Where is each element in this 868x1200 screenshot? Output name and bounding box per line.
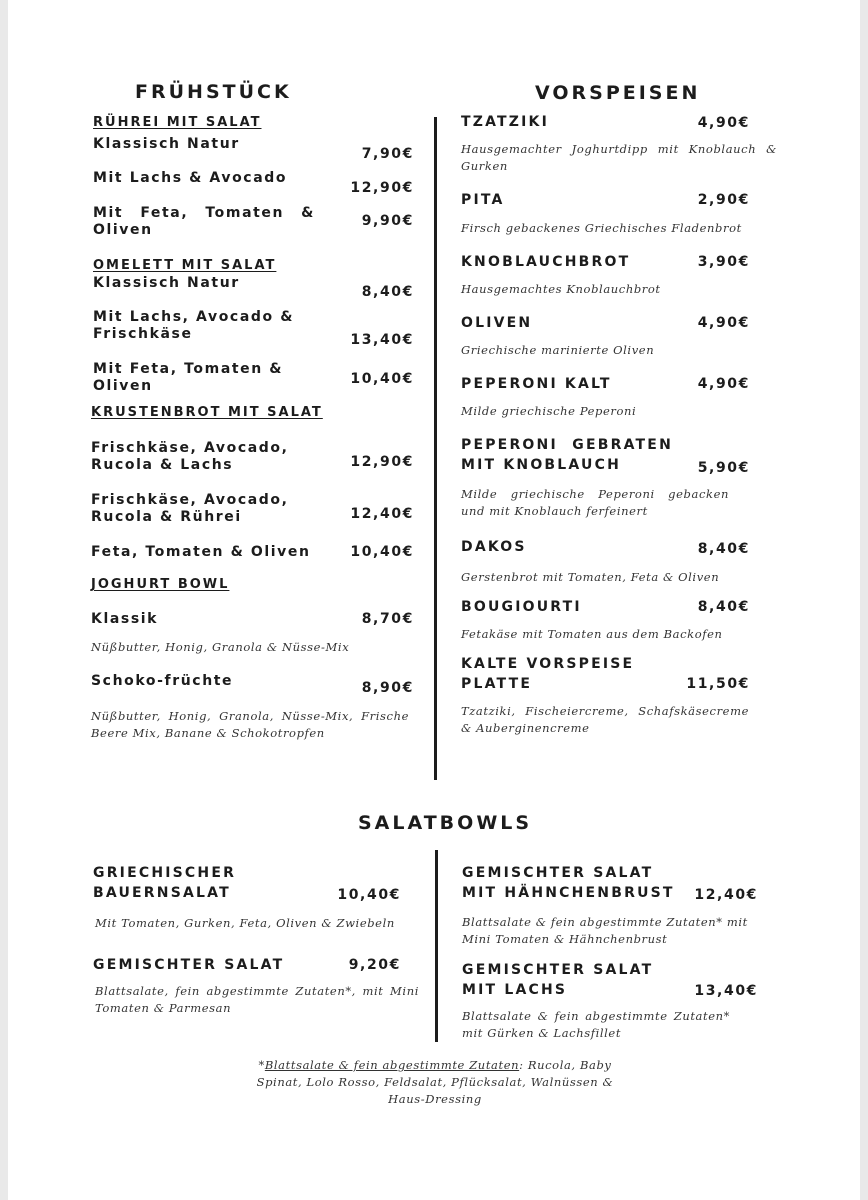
menu-item-description: Blattsalate & fein abgestimmte Zutaten* mit Mini Tomaten & Hähnchenbrust: [462, 915, 748, 946]
section-title-vorspeisen: VORSPEISEN: [535, 82, 701, 104]
menu-item-price: 12,40€: [350, 506, 414, 522]
menu-item-description: Nüßbutter, Honig, Granola, Nüsse-Mix, Frische Beere Mix, Banane & Schokotropfen: [91, 709, 409, 740]
menu-item-name: GEMISCHTER SALAT MIT HÄHNCHENBRUST: [462, 865, 675, 901]
menu-item-name: DAKOS: [461, 539, 527, 555]
footnote-text: : Rucola, Baby Spinat, Lolo Rosso, Feldsalat, Pflücksalat, Walnüssen & Haus-Dressing: [256, 1058, 614, 1106]
menu-item-name: Schoko-früchte: [91, 673, 234, 689]
footnote: [245, 1057, 625, 1108]
menu-item-price: 11,50€: [686, 676, 750, 692]
menu-item-price: 9,20€: [348, 957, 401, 973]
menu-item-description: Nüßbutter, Honig, Granola & Nüsse-Mix: [91, 640, 350, 654]
menu-item-description: Gerstenbrot mit Tomaten, Feta & Oliven: [461, 570, 720, 584]
menu-item-name: Mit Lachs, Avocado & Frischkäse: [93, 309, 295, 342]
menu-item-description: Fetakäse mit Tomaten aus dem Backofen: [461, 627, 723, 641]
menu-item-price: 2,90€: [697, 192, 750, 208]
menu-item-name: Feta, Tomaten & Oliven: [91, 544, 311, 560]
menu-item-name: Frischkäse, Avocado, Rucola & Rührei: [91, 492, 289, 525]
menu-item-price: 13,40€: [694, 983, 758, 999]
menu-item-name: Mit Feta, Tomaten & Oliven: [93, 205, 315, 238]
menu-item-description: Griechische marinierte Oliven: [461, 343, 655, 357]
menu-item-name: GRIECHISCHER BAUERNSALAT: [93, 865, 237, 901]
menu-item-description: Blattsalate, fein abgestimmte Zutaten*, mit Mini Tomaten & Parmesan: [95, 984, 419, 1015]
menu-page: [8, 0, 860, 1200]
footnote-star: *: [258, 1058, 265, 1072]
menu-item-price: 10,40€: [350, 544, 414, 560]
menu-item-name: Mit Feta, Tomaten & Oliven: [93, 361, 284, 394]
menu-item-name: GEMISCHTER SALAT MIT LACHS: [462, 962, 654, 998]
menu-item-name: OLIVEN: [461, 315, 533, 331]
menu-item-price: 8,70€: [361, 611, 414, 627]
menu-item-price: 7,90€: [361, 146, 414, 162]
column-divider: [435, 850, 438, 1042]
menu-item-price: 4,90€: [697, 376, 750, 392]
subheading-ruehrei: RÜHREI MIT SALAT: [93, 115, 262, 130]
section-title-fruehstueck: FRÜHSTÜCK: [135, 81, 292, 103]
menu-item-name: Klassisch Natur: [93, 136, 240, 152]
menu-item-name: Frischkäse, Avocado, Rucola & Lachs: [91, 440, 289, 473]
menu-item-price: 8,40€: [697, 599, 750, 615]
menu-item-name: GEMISCHTER SALAT: [93, 957, 285, 973]
menu-item-price: 8,40€: [361, 284, 414, 300]
menu-item-price: 10,40€: [350, 371, 414, 387]
menu-item-description: Blattsalate & fein abgestimmte Zutaten* mit Gürken & Lachsfillet: [462, 1009, 730, 1040]
menu-item-name: KALTE VORSPEISE PLATTE: [461, 656, 635, 692]
menu-item-price: 8,40€: [697, 541, 750, 557]
column-divider: [434, 117, 437, 780]
menu-item-price: 12,90€: [350, 454, 414, 470]
menu-item-name: KNOBLAUCHBROT: [461, 254, 631, 270]
section-title-salatbowls: SALATBOWLS: [358, 812, 533, 834]
menu-item-description: Tzatziki, Fischeiercreme, Schafskäsecreme & Auberginencreme: [461, 704, 749, 735]
menu-item-name: PEPERONI KALT: [461, 376, 612, 392]
menu-item-name: TZATZIKI: [461, 114, 550, 130]
subheading-krustenbrot: KRUSTENBROT MIT SALAT: [91, 405, 323, 420]
menu-item-price: 12,40€: [694, 887, 758, 903]
menu-item-name: PEPERONI GEBRATEN MIT KNOBLAUCH: [461, 437, 673, 473]
menu-item-price: 9,90€: [361, 213, 414, 229]
menu-item-description: Mit Tomaten, Gurken, Feta, Oliven & Zwiebeln: [95, 916, 395, 930]
menu-item-name: Klassisch Natur: [93, 275, 240, 291]
menu-item-name: BOUGIOURTI: [461, 599, 582, 615]
menu-item-price: 3,90€: [697, 254, 750, 270]
menu-item-name: Klassik: [91, 611, 159, 627]
menu-item-description: Hausgemachter Joghurtdipp mit Knoblauch & Gurken: [461, 142, 777, 173]
menu-item-price: 5,90€: [697, 460, 750, 476]
footnote-link-text: Blattsalate & fein abgestimmte Zutaten: [264, 1058, 520, 1072]
menu-item-description: Milde griechische Peperoni gebacken und mit Knoblauch ferfeinert: [461, 487, 729, 518]
menu-item-name: Mit Lachs & Avocado: [93, 170, 288, 186]
menu-item-description: Hausgemachtes Knoblauchbrot: [461, 282, 661, 296]
menu-item-price: 10,40€: [337, 887, 401, 903]
menu-item-price: 8,90€: [361, 680, 414, 696]
subheading-joghurt-bowl: JOGHURT BOWL: [91, 577, 230, 592]
menu-item-price: 4,90€: [697, 115, 750, 131]
menu-item-description: Milde griechische Peperoni: [461, 404, 637, 418]
menu-item-name: PITA: [461, 192, 505, 208]
menu-item-price: 12,90€: [350, 180, 414, 196]
menu-item-price: 4,90€: [697, 315, 750, 331]
subheading-omelett: OMELETT MIT SALAT: [93, 258, 277, 273]
menu-item-price: 13,40€: [350, 332, 414, 348]
menu-item-description: Firsch gebackenes Griechisches Fladenbrot: [461, 221, 742, 235]
